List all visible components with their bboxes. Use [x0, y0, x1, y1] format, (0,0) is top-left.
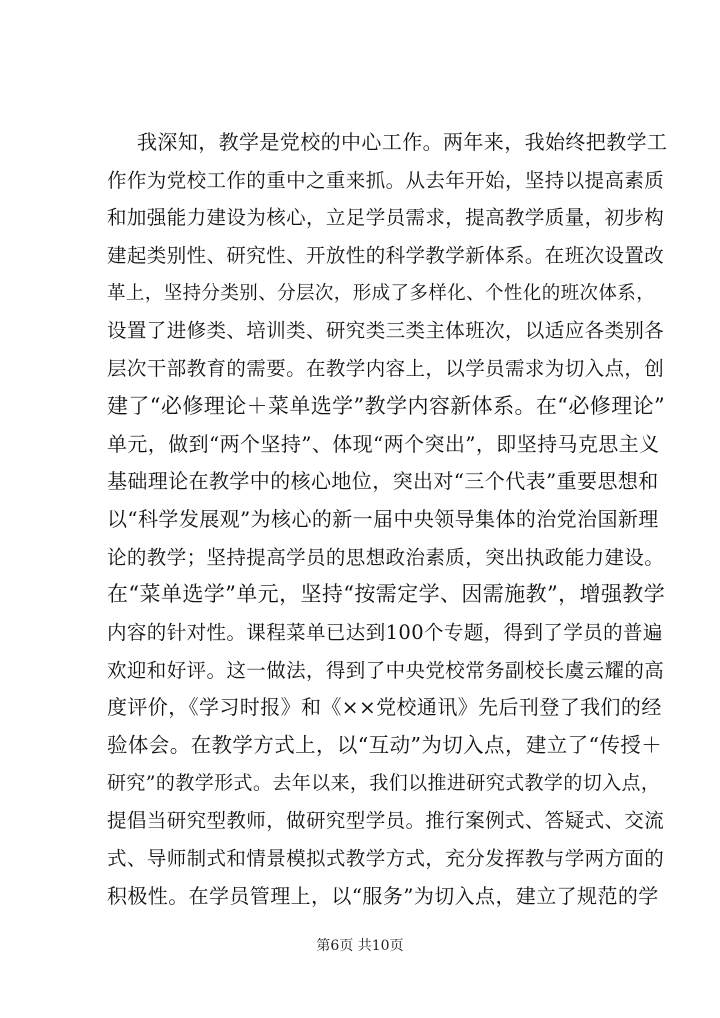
text-line: 论的教学；坚持提高学员的思想政治素质，突出执政能力建设。: [107, 545, 665, 569]
text-line: 层次干部教育的需要。在教学内容上，以学员需求为切入点，创: [107, 357, 665, 381]
text-line: 设置了进修类、培训类、研究类三类主体班次，以适应各类别各: [107, 319, 665, 343]
text-line: 我深知，教学是党校的中心工作。两年来，我始终把教学工: [137, 130, 668, 154]
body-paragraph: [107, 124, 667, 915]
text-line: 积极性。在学员管理上，以“服务”为切入点，建立了规范的学: [107, 883, 659, 908]
text-line: 和加强能力建设为核心，立足学员需求，提高教学质量，初步构: [107, 206, 665, 230]
text-line: 研究”的教学形式。去年以来，我们以推进研究式教学的切入点，: [107, 771, 661, 794]
text-line: 革上，坚持分类别、分层次，形成了多样化、个性化的班次体系，: [107, 282, 656, 304]
page-number-footer: 第6页 共10页: [316, 938, 404, 954]
text-line: 式、导师制式和情景模拟式教学方式，充分发挥教与学两方面的: [107, 847, 665, 871]
text-line: 内容的针对性。课程菜单已达到100个专题，得到了学员的普遍: [107, 620, 663, 644]
text-line: 度评价，《学习时报》和《××党校通讯》先后刊登了我们的经: [107, 695, 662, 720]
text-line: 以“科学发展观”为核心的新一届中央领导集体的治党治国新理: [107, 506, 659, 531]
text-line: 验体会。在教学方式上，以“互动”为切入点，建立了“传授＋: [107, 733, 663, 757]
text-line: 单元，做到“两个坚持”、体现“两个突出”，即坚持马克思主义: [107, 431, 660, 456]
text-line: 提倡当研究型教师，做研究型学员。推行案例式、答疑式、交流: [107, 809, 665, 833]
text-line: 作作为党校工作的重中之重来抓。从去年开始，坚持以提高素质: [107, 168, 665, 192]
text-line: 建了“必修理论＋菜单选学”教学内容新体系。在“必修理论”: [107, 393, 666, 418]
text-line: 基础理论在教学中的核心地位，突出对“三个代表”重要思想和: [107, 469, 659, 494]
text-line: 建起类别性、研究性、开放性的科学教学新体系。在班次设置改: [107, 244, 665, 268]
text-line: 在“菜单选学”单元，坚持“按需定学、因需施教”，增强教学: [107, 582, 666, 607]
text-line: 欢迎和好评。这一做法，得到了中央党校常务副校长虞云耀的高: [107, 658, 665, 682]
